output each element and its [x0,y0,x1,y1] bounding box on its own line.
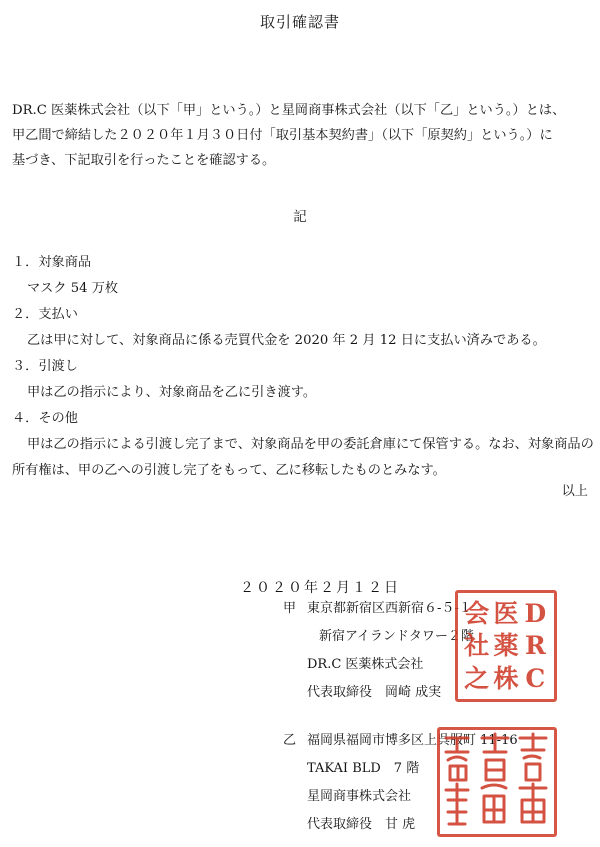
company-seal-a [455,590,557,702]
party-b-address2: TAKAI BLD 7 階 [307,761,420,776]
item-2 [12,302,594,354]
seal-char: 会 [464,598,490,628]
seal-char: 之 [464,664,490,694]
party-b-company: 星岡商事株式会社 [307,789,412,804]
party-a-company: DR.C 医薬株式会社 [307,657,424,672]
company-seal-b [437,727,557,837]
party-b-mark: 乙 [283,733,297,748]
seal-char: 薬 [493,631,519,661]
party-a-address2: 新宿アイランドタワー２階 [319,629,474,644]
intro-line: 甲乙間で締結した２０２０年１月３０日付「取引基本契約書」（以下「原契約」という。）に [12,128,553,143]
item-heading: ３．引渡し [12,359,78,374]
party-b-representative: 代表取締役 甘 虎 [307,817,416,832]
seal-char: 社 [464,631,490,661]
item-heading: ２．支払い [12,307,78,322]
seal-char: D [524,598,547,628]
seal-char: R [524,631,546,661]
seal-b-glyphs [440,730,554,834]
document-date: ２０２０年２月１２日 [240,580,400,596]
item-heading: １．対象商品 [12,255,92,270]
intro-line: 基づき、下記取引を行ったことを確認する。 [12,153,276,168]
intro-paragraph [12,98,597,173]
item-3 [12,354,594,406]
party-a-address1: 東京都新宿区西新宿６-５-１ [307,601,472,616]
intro-line: DR.C 医薬株式会社（以下「甲」という。）と星岡商事株式会社（以下「乙」という。）とは、 [12,103,566,118]
document-title: 取引確認書 [259,13,340,31]
seal-a-characters [462,597,550,695]
item-body: 甲は乙の指示により、対象商品を乙に引き渡す。 [27,385,317,400]
party-b-address1: 福岡県福岡市博多区上呉服町 11-16 [307,733,518,748]
item-body: 甲は乙の指示による引渡し完了まで、対象商品を甲の委託倉庫にて保管する。なお、対象商品の所有権は、甲の乙への引渡し完了をもって、乙に移転したものとみなす。 [12,437,594,478]
party-a-representative: 代表取締役 岡崎 成実 [307,685,442,700]
seal-char: 医 [493,598,519,628]
item-list [12,250,594,484]
seal-char: 株 [493,664,519,694]
item-4 [12,406,594,484]
item-1 [12,250,594,302]
item-body: 乙は甲に対して、対象商品に係る売買代金を 2020 年 2 月 12 日に支払い済みである。 [27,333,546,348]
item-heading: ４．その他 [12,411,78,426]
ki-heading: 記 [293,209,307,225]
item-body: マスク 54 万枚 [27,281,119,296]
party-a-mark: 甲 [283,601,297,616]
closing-ijo: 以上 [561,484,588,499]
seal-char: C [525,664,546,694]
